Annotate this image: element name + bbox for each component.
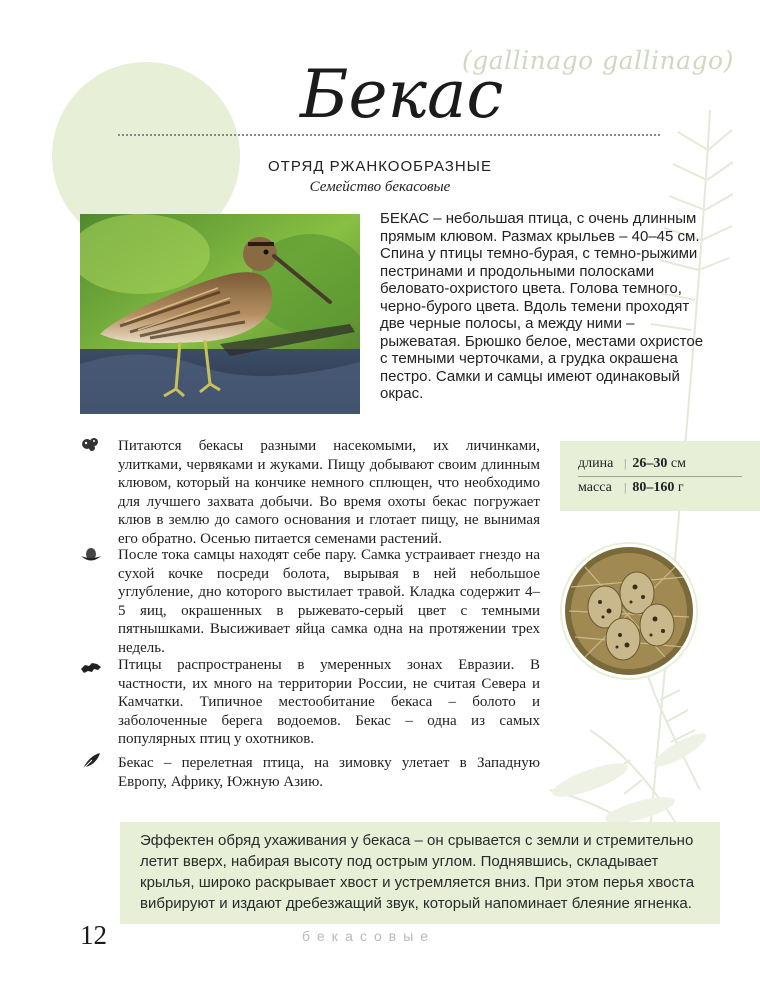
- family-name: Семейство бекасовые: [309, 179, 451, 195]
- nest-eggs-photo: [562, 544, 696, 678]
- stat-mass-value: 80–160: [632, 480, 675, 495]
- section-habitat: Птицы распространены в умеренных зонах Евразии. В частности, их много на территории России, не считая Севера и Камчатки. Типичное местообитание бекаса – болото и заболоченные берега водоемов. Бекас – одна из самых популярных птиц у охотников.: [118, 657, 540, 748]
- stat-length: [578, 456, 686, 472]
- stat-length-label: длина: [578, 456, 614, 471]
- stat-separator: |: [624, 456, 627, 470]
- page-title: Бекас: [300, 56, 504, 133]
- order-name: ОТРЯД РЖАНКООБРАЗНЫЕ: [268, 158, 492, 175]
- stat-separator: |: [624, 480, 627, 494]
- section-migration: Бекас – перелетная птица, на зимовку улетает в Западную Европу, Африку, Южную Азию.: [118, 755, 540, 790]
- callout-text: Эффектен обряд ухаживания у бекаса – он срывается с земли и стремительно летит вверх, набирая высоту под острым углом. Поднявшись, складывает крылья, широко раскрывает хвост и устремляется вниз. При этом перья хвоста вибрируют и издают дребезжащий звук, который напоминает блеяние ягненка.: [140, 832, 695, 912]
- stat-mass-unit: г: [677, 480, 684, 495]
- nest-icon: [80, 545, 102, 563]
- fact-callout: [120, 822, 720, 924]
- stat-length-unit: см: [670, 456, 686, 471]
- snipe-photo: [80, 214, 360, 414]
- running-title: бекасовые: [302, 928, 436, 944]
- stat-mass-label: масса: [578, 480, 612, 495]
- stat-length-value: 26–30: [632, 456, 668, 471]
- section-breeding: После тока самцы находят себе пару. Самка устраивает гнездо на сухой кочке посреди болота, вырывая в ней небольшое углубление, дно которого выстилает травой. Кладка содержит 4–5 яиц, окрашенных в рыжевато-серый цвет с темными пятнышками. Высиживает яйца самка одна на протяжении трех недель.: [118, 547, 540, 656]
- intro-text: БЕКАС – небольшая птица, с очень длинным прямым клювом. Размах крыльев – 40–45 см. Спина у птицы темно-бурая, с темно-рыжими пестринами и продольными полосками беловато-охристого цвета. Голова темного, черно-бурого цвета. Вдоль темени проходят две черные полосы, а между ними – рыжеватая. Брюшко белое, местами охристое с темными черточками, а грудка окрашена пестро. Самки и самцы имеют одинаковый окрас.: [380, 210, 704, 402]
- food-icon: [80, 435, 102, 453]
- latin-name: (gallinago gallinago): [462, 46, 734, 75]
- page-number: 12: [80, 920, 107, 950]
- stat-divider: [578, 476, 742, 477]
- feather-icon: [80, 752, 102, 770]
- section-food: Питаются бекасы разными насекомыми, их личинками, улитками, червяками и жуками. Пищу добывают своим длинным клювом, который на кончике немного сплющен, что необходимо для лучшего захвата добычи. Во время охоты бекас погружает клюв в землю до самого основания и глотает пищу, не вынимая его обратно. Осенью питается семенами растений.: [118, 438, 540, 547]
- stats-box: [560, 441, 760, 511]
- map-icon: [80, 659, 102, 677]
- stat-mass: [578, 480, 684, 496]
- title-divider: [118, 134, 660, 136]
